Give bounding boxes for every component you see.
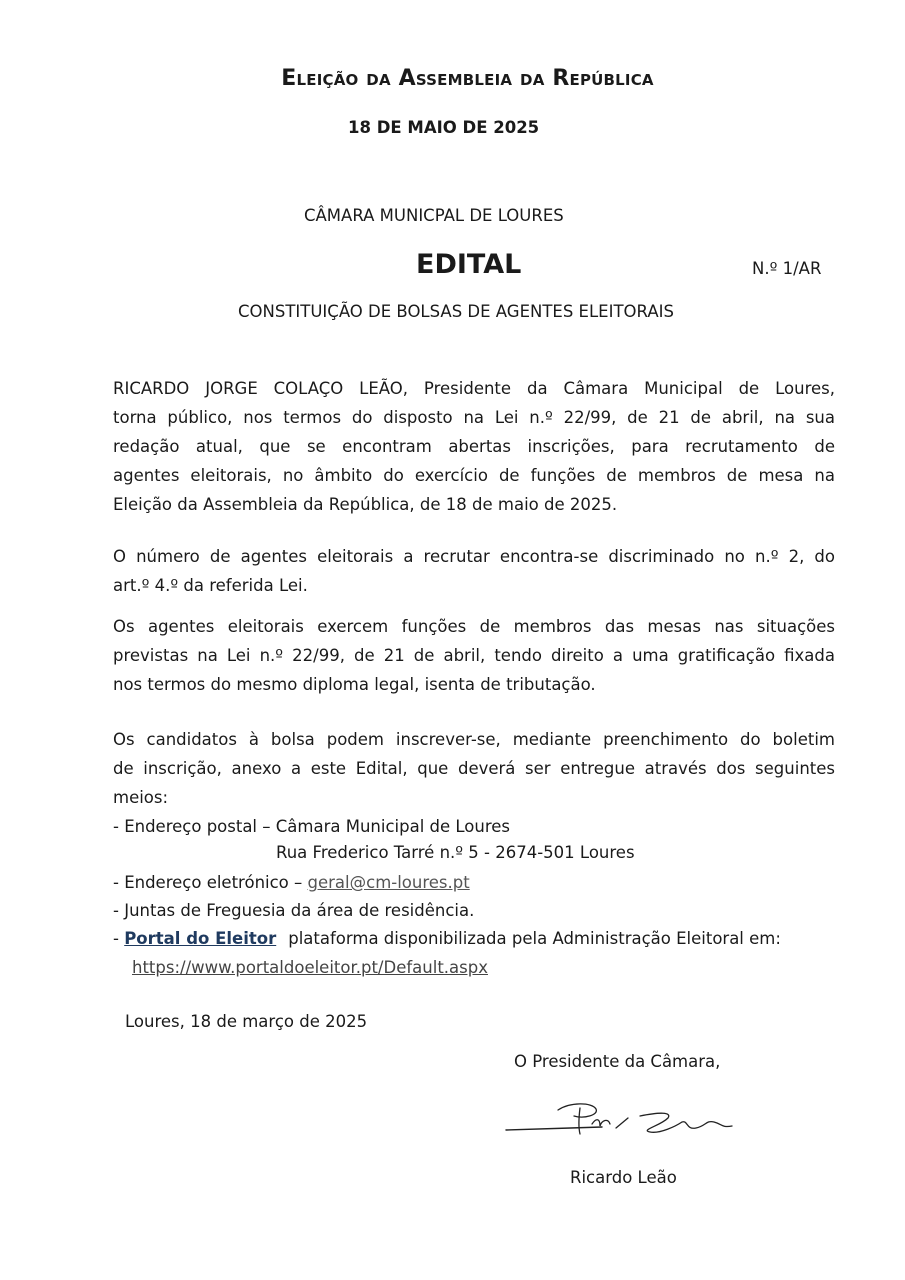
portal-url-link[interactable]: https://www.portaldoeleitor.pt/Default.aspx [132, 958, 488, 977]
means-portal [113, 924, 781, 953]
paragraph-line: Eleição da Assembleia da República, de 18 de maio de 2025. [113, 495, 618, 514]
paragraph-line: meios: [113, 788, 169, 807]
document-type: EDITAL [416, 249, 522, 280]
paragraph-line: redação atual, que se encontram abertas inscrições, para recrutamento de [113, 437, 835, 456]
portal-link[interactable]: Portal do Eleitor [124, 929, 277, 948]
paragraph-line: Os candidatos à bolsa podem inscrever-se, mediante preenchimento do boletim [113, 730, 835, 749]
document-subject: CONSTITUIÇÃO DE BOLSAS DE AGENTES ELEITORAIS [238, 302, 674, 321]
document-number: N.º 1/AR [752, 259, 822, 278]
paragraph-line: art.º 4.º da referida Lei. [113, 576, 308, 595]
paragraph-line: de inscrição, anexo a este Edital, que deverá ser entregue através dos seguintes [113, 759, 835, 778]
email-link[interactable]: geral@cm-loures.pt [307, 873, 470, 892]
means-parishes: - Juntas de Freguesia da área de residência. [113, 901, 475, 920]
means-email-label: - Endereço eletrónico – [113, 873, 308, 892]
means-portal-text: plataforma disponibilizada pela Administração Eleitoral em: [288, 929, 781, 948]
paragraph-registration [113, 725, 835, 812]
signer-role: O Presidente da Câmara, [514, 1052, 721, 1071]
place-date: Loures, 18 de março de 2025 [125, 1012, 368, 1031]
paragraph-functions [113, 612, 835, 699]
paragraph-number-of-agents [113, 542, 835, 600]
paragraph-line: nos termos do mesmo diploma legal, isenta de tributação. [113, 675, 596, 694]
handwritten-signature [500, 1096, 750, 1146]
paragraph-line: previstas na Lei n.º 22/99, de 21 de abril, tendo direito a uma gratificação fixada [113, 646, 835, 665]
means-postal: - Endereço postal – Câmara Municipal de Loures [113, 817, 511, 836]
signer-name: Ricardo Leão [570, 1168, 677, 1187]
means-email [113, 868, 470, 897]
paragraph-line: torna público, nos termos do disposto na Lei n.º 22/99, de 21 de abril, na sua [113, 408, 835, 427]
paragraph-line: O número de agentes eleitorais a recrutar encontra-se discriminado no n.º 2, do [113, 547, 835, 566]
means-portal-prefix: - [113, 929, 125, 948]
paragraph-announcement [113, 374, 835, 519]
means-postal-address: Rua Frederico Tarré n.º 5 - 2674-501 Loures [276, 843, 635, 862]
election-title: Eleição da Assembleia da República [281, 66, 654, 91]
municipality-name: CÂMARA MUNICPAL DE LOURES [304, 206, 564, 225]
election-date: 18 DE MAIO DE 2025 [348, 118, 540, 137]
paragraph-line: Os agentes eleitorais exercem funções de membros das mesas nas situações [113, 617, 835, 636]
paragraph-line: agentes eleitorais, no âmbito do exercício de funções de membros de mesa na [113, 466, 835, 485]
paragraph-line: RICARDO JORGE COLAÇO LEÃO, Presidente da Câmara Municipal de Loures, [113, 379, 835, 398]
